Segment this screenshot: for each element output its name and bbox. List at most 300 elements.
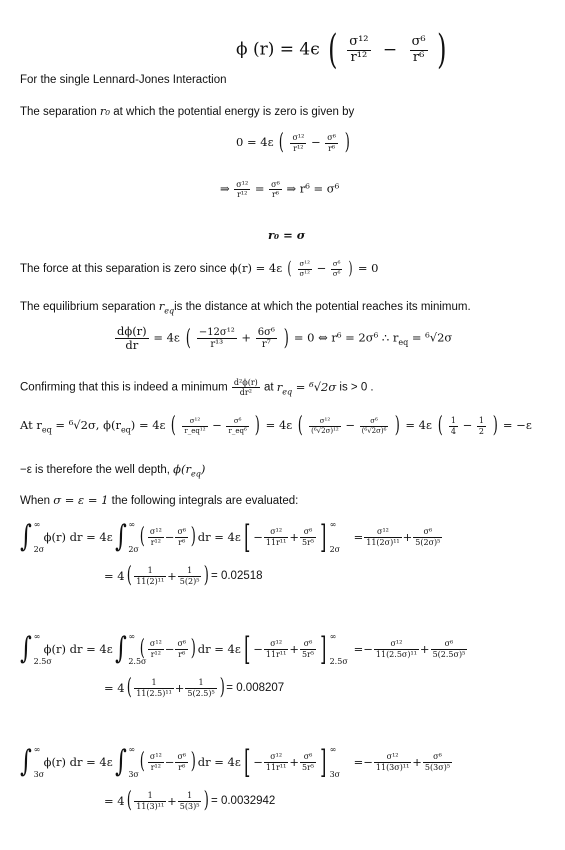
- fraction: [148, 527, 164, 546]
- req-subscript: eq: [164, 306, 175, 316]
- denominator: 11r¹¹: [265, 537, 287, 547]
- power: ⁵: [211, 688, 215, 698]
- numerator: σ⁶: [327, 133, 336, 143]
- numerator: σ⁶: [413, 527, 442, 537]
- right-paren: ): [437, 27, 447, 73]
- power: ⁵: [446, 762, 451, 772]
- denominator: 2: [478, 426, 484, 436]
- text-part: the following integrals are evaluated:: [108, 495, 299, 507]
- when-text: [20, 493, 298, 507]
- bracket-limits: [330, 520, 354, 554]
- implies-tail: ⇒ r⁶ = σ⁶: [286, 181, 340, 196]
- fraction: [134, 566, 166, 585]
- fraction: [175, 639, 188, 658]
- numerator: 1: [185, 678, 216, 688]
- implies-equation: [220, 180, 339, 199]
- numerator: 1: [478, 416, 484, 426]
- numerator: σ⁶: [431, 639, 468, 649]
- result-value: = 0.02518: [211, 570, 263, 582]
- denominator: (⁶√2σ)⁶: [361, 426, 387, 435]
- base: (2.5σ): [437, 649, 463, 659]
- numerator: σ¹²: [236, 180, 249, 189]
- integral-sign: ∫: [114, 519, 127, 554]
- integral-line: [18, 632, 468, 666]
- denominator: 5r⁵: [301, 649, 315, 659]
- base: (3σ): [386, 762, 403, 772]
- eq-part: At r: [20, 418, 42, 432]
- equals-sign: =: [353, 755, 364, 769]
- second-derivative: [232, 378, 260, 397]
- denominator: (⁶√2σ)¹²: [311, 426, 339, 435]
- numerator: σ⁶: [423, 752, 452, 762]
- integral-limits: [34, 520, 44, 554]
- left-bracket: [: [243, 743, 251, 781]
- numerator: 6σ⁶: [257, 326, 275, 338]
- denominator: r⁶: [271, 190, 279, 200]
- well-depth-text: [20, 462, 205, 478]
- text-part: at: [263, 381, 277, 394]
- right-bracket: ]: [320, 743, 327, 781]
- denominator: [364, 538, 401, 547]
- upper-limit: ∞: [33, 520, 41, 529]
- plus-sign: +: [419, 642, 430, 656]
- integral-limits: [34, 745, 44, 779]
- minus-sign: −: [316, 261, 327, 275]
- integral-sign: ∫: [19, 631, 32, 666]
- eq-part: = ⁶√2σ: [292, 379, 337, 394]
- coef: 11: [136, 801, 147, 811]
- numerator: σ⁶: [300, 639, 316, 649]
- subscript: eq: [190, 469, 201, 479]
- denominator: σ⁶: [332, 269, 341, 278]
- upper-limit: ∞: [329, 520, 337, 529]
- base: (2): [146, 576, 158, 586]
- denominator: [374, 650, 419, 659]
- base: (3σ): [430, 762, 447, 772]
- numerator: σ¹²: [309, 417, 341, 426]
- numerator: σ¹²: [374, 752, 411, 762]
- minus-sign: −: [164, 642, 175, 656]
- numerator: σ⁶: [177, 527, 187, 537]
- denominator: r⁶: [412, 49, 425, 65]
- plus-sign: +: [167, 794, 177, 808]
- fraction: [309, 417, 341, 434]
- eq-part: = 4: [104, 794, 125, 808]
- minus-sign: −: [462, 418, 473, 432]
- fraction: [413, 527, 442, 546]
- confirm-text: [20, 378, 374, 397]
- numerator: 1: [134, 678, 174, 688]
- minus-sign: −: [212, 418, 222, 432]
- denominator: dr²: [239, 388, 252, 398]
- upper-limit: ∞: [128, 632, 135, 641]
- power: ¹¹: [157, 576, 165, 586]
- fraction: [477, 416, 486, 435]
- integral-sign: ∫: [19, 744, 32, 779]
- right-paren: ): [255, 413, 261, 438]
- lower-limit: 3σ: [329, 770, 341, 779]
- fraction: [185, 678, 216, 697]
- denominator: dr: [125, 338, 139, 353]
- upper-limit: ∞: [329, 632, 337, 641]
- numerator: σ⁶: [271, 180, 280, 189]
- lower-limit: 2.5σ: [33, 657, 52, 666]
- numerator: 1: [178, 791, 202, 801]
- right-paren: ): [492, 413, 498, 438]
- req-symbol: r: [158, 299, 165, 313]
- right-paren: ): [190, 524, 196, 549]
- numerator: σ¹²: [374, 639, 419, 649]
- integral-limits: [128, 745, 138, 779]
- minus-sign: −: [382, 39, 398, 60]
- text-part: is > 0 .: [339, 381, 374, 394]
- minus-sign: −: [164, 530, 175, 544]
- power: ¹¹: [157, 801, 165, 811]
- subscript: eq: [398, 338, 409, 348]
- fraction: [197, 327, 237, 351]
- right-paren: ): [344, 130, 350, 155]
- power: ⁵: [462, 649, 466, 659]
- eq-part: = ⁶√2σ, ϕ(r: [51, 418, 121, 432]
- denominator: [423, 763, 452, 772]
- text-part: When: [20, 495, 54, 507]
- denominator: r⁶: [178, 762, 186, 772]
- coef: 11: [375, 762, 387, 772]
- fraction-sigma6-r6: [410, 35, 428, 66]
- fraction: [331, 260, 343, 277]
- coef: 11: [366, 537, 377, 547]
- minus-sign: −: [363, 642, 373, 656]
- eq-part: = 4ε: [265, 418, 293, 432]
- numerator: σ⁶: [300, 752, 316, 762]
- numerator: σ¹²: [364, 527, 401, 537]
- denominator: r¹²: [350, 49, 368, 65]
- upper-limit: ∞: [128, 520, 135, 529]
- eq-part: = 0: [357, 261, 379, 275]
- fraction: [269, 180, 282, 199]
- power: ¹¹: [402, 762, 410, 772]
- minus-sign: −: [164, 755, 175, 769]
- numerator: σ¹²: [264, 527, 288, 537]
- power: ⁵: [196, 801, 200, 811]
- plus-sign: +: [289, 642, 299, 656]
- minus-sign: −: [345, 418, 356, 432]
- denominator: [134, 577, 166, 586]
- denominator: 11r¹¹: [265, 762, 287, 772]
- integral-limits: [33, 632, 52, 666]
- eq-part: = 4: [104, 681, 125, 695]
- base: (2): [184, 576, 197, 586]
- text-part: Confirming that this is indeed a minimum: [20, 381, 231, 394]
- eq-part: dr = 4ε: [197, 642, 241, 656]
- fraction: [234, 180, 250, 199]
- req-symbol: r: [276, 379, 283, 394]
- fraction: [300, 527, 316, 546]
- lower-limit: 2.5σ: [128, 657, 147, 666]
- left-paren: (: [170, 413, 177, 438]
- fraction: [175, 527, 188, 546]
- minus-sign: −: [253, 642, 263, 656]
- left-paren: (: [126, 675, 132, 700]
- power: ⁵: [196, 576, 200, 586]
- denominator: r⁶: [178, 537, 186, 547]
- plus-sign: +: [167, 569, 177, 583]
- lower-limit: 3σ: [128, 770, 139, 779]
- denominator: 4: [450, 426, 456, 436]
- coef: 11: [136, 576, 147, 586]
- fraction: [256, 327, 277, 351]
- left-paren: (: [328, 27, 338, 73]
- separation-text: [20, 104, 354, 118]
- numerator: σ⁶: [226, 417, 248, 426]
- denominator: [178, 577, 202, 586]
- right-bracket: ]: [320, 518, 327, 556]
- left-paren: (: [140, 636, 146, 661]
- base: (2.5): [192, 688, 212, 698]
- fraction-sigma12-r12: [347, 35, 370, 66]
- text-part: The force at this separation is zero since: [20, 263, 230, 275]
- lower-limit: 2σ: [329, 545, 341, 554]
- integral-result: [104, 790, 275, 812]
- left-bracket: [: [243, 518, 251, 556]
- numerator: σ¹²: [292, 133, 305, 143]
- base: (3): [146, 801, 158, 811]
- fraction: [148, 752, 164, 771]
- force-text: [20, 260, 378, 278]
- eq-part: = 4ε: [405, 418, 432, 432]
- denominator: 5r⁵: [301, 537, 315, 547]
- equilibrium-text: [20, 299, 471, 315]
- numerator: σ⁶: [332, 260, 341, 269]
- plus-sign: +: [174, 681, 185, 695]
- coef: 5: [415, 537, 421, 547]
- denominator: [134, 802, 166, 811]
- right-paren: ): [190, 636, 196, 661]
- numerator: σ¹²: [264, 752, 288, 762]
- plus-sign: +: [241, 330, 252, 345]
- coef: 5: [179, 576, 185, 586]
- fraction: [115, 325, 149, 352]
- base: (2.5σ): [386, 649, 411, 659]
- denominator: r¹²: [150, 649, 161, 659]
- integral-limits: [128, 632, 147, 666]
- left-paren: (: [126, 563, 132, 588]
- eq-part: = 0 ⇔ r⁶ = 2σ⁶ ∴ r: [293, 330, 399, 345]
- minus-sign: −: [253, 755, 263, 769]
- left-paren: (: [185, 325, 191, 351]
- fraction: [374, 752, 411, 771]
- numerator: σ⁶: [360, 417, 389, 426]
- eq-part: = ⁶√2σ: [408, 330, 453, 345]
- integral-limits: [128, 520, 138, 554]
- eq-part: = 4: [104, 569, 125, 583]
- numerator: σ¹²: [264, 639, 288, 649]
- base: (2σ): [420, 537, 438, 547]
- denominator: r¹²: [237, 190, 248, 200]
- bracket-limits: [330, 745, 354, 779]
- fraction: [264, 752, 288, 771]
- fraction: [300, 752, 316, 771]
- phi-symbol: ϕ(r: [173, 462, 191, 476]
- lower-limit: 2.5σ: [329, 657, 348, 666]
- numerator: 1: [134, 791, 166, 801]
- zero-equation: [236, 132, 351, 154]
- fraction: [374, 639, 419, 658]
- left-paren: (: [140, 749, 146, 774]
- intro-text: For the single Lennard-Jones Interaction: [20, 74, 227, 86]
- denominator: [178, 802, 202, 811]
- coef: 5: [432, 649, 438, 659]
- numerator: 1: [178, 566, 202, 576]
- result-value: = 0.008207: [226, 682, 285, 694]
- base: (2.5): [146, 688, 166, 698]
- equals-sign: =: [254, 181, 265, 196]
- minus-sign: −: [310, 135, 321, 149]
- title-eq-lhs: ϕ (r) = 4ϵ: [236, 39, 320, 60]
- lower-limit: 3σ: [33, 770, 45, 779]
- numerator: σ⁶: [300, 527, 316, 537]
- fraction: [325, 133, 338, 152]
- integral-line: [18, 745, 453, 779]
- integral-sign: ∫: [19, 519, 32, 554]
- denominator: r¹²: [293, 143, 304, 153]
- integral-sign: ∫: [114, 744, 127, 779]
- coef: 5: [187, 688, 193, 698]
- right-paren: ): [283, 325, 289, 351]
- lower-limit: 2σ: [128, 545, 139, 554]
- denominator: [374, 763, 411, 772]
- right-paren: ): [204, 788, 210, 813]
- fraction: [449, 416, 458, 435]
- title-equation: [236, 27, 450, 73]
- equals-sign: =: [353, 530, 364, 544]
- text-part: is the distance at which the potential reaches its minimum.: [174, 301, 471, 313]
- right-paren: ): [348, 258, 353, 279]
- left-bracket: [: [243, 630, 251, 668]
- denominator: r_eq¹²: [184, 426, 206, 435]
- right-paren: ): [190, 749, 196, 774]
- power: ⁵: [437, 537, 441, 547]
- numerator: σ⁶: [177, 639, 187, 649]
- minus-sign: −: [253, 530, 263, 544]
- denominator: 11r¹¹: [265, 649, 287, 659]
- fraction: [360, 417, 389, 434]
- fraction: [264, 639, 288, 658]
- upper-limit: ∞: [329, 745, 337, 754]
- numerator: σ¹²: [349, 33, 369, 49]
- denominator: r¹²: [150, 537, 161, 547]
- eq-part: = 4ε: [153, 330, 180, 345]
- eq-part: dr = 4ε: [197, 530, 241, 544]
- denominator: [185, 689, 216, 698]
- upper-limit: ∞: [128, 745, 135, 754]
- numerator: σ⁶: [411, 33, 426, 49]
- denominator: r¹²: [150, 762, 161, 772]
- numerator: σ¹²: [182, 417, 207, 426]
- denominator: r⁶: [178, 649, 186, 659]
- power: ¹¹: [410, 649, 417, 659]
- bracket-limits: [330, 632, 354, 666]
- eq-lhs: 0 = 4ε: [236, 135, 274, 149]
- denominator: [134, 689, 174, 698]
- coef: 5: [424, 762, 431, 772]
- denominator: r_eq⁶: [228, 426, 247, 435]
- minus-sign: −: [363, 755, 373, 769]
- fraction: [134, 791, 166, 810]
- integral-line: [18, 520, 443, 554]
- numerator: σ¹²: [299, 260, 310, 269]
- subscript: eq: [120, 425, 131, 435]
- subscript: eq: [282, 386, 293, 396]
- close-paren: ): [200, 462, 206, 476]
- integral-result: [104, 565, 263, 587]
- plus-sign: +: [289, 755, 299, 769]
- text-part: The equilibrium separation: [20, 301, 159, 313]
- plus-sign: +: [402, 530, 413, 544]
- denominator: r⁶: [328, 143, 336, 153]
- fraction: [175, 752, 188, 771]
- fraction: [431, 639, 468, 658]
- numerator: d²ϕ(r): [233, 378, 258, 387]
- fraction: [300, 639, 316, 658]
- right-paren: ): [394, 413, 400, 438]
- eq-part: ϕ(r) dr = 4ε: [43, 530, 113, 544]
- at-req-equation: [20, 415, 532, 437]
- fraction: [364, 527, 401, 546]
- eq-part: ) = 4ε: [130, 418, 166, 432]
- fraction: [423, 752, 452, 771]
- eq-part: ϕ(r) = 4ε: [229, 261, 283, 275]
- right-paren: ): [204, 563, 210, 588]
- upper-limit: ∞: [33, 632, 41, 641]
- denominator: 5r⁵: [301, 762, 315, 772]
- integral-sign: ∫: [114, 631, 127, 666]
- numerator: 1: [450, 416, 456, 426]
- eq-part: ϕ(r) dr = 4ε: [43, 755, 113, 769]
- eq-part: ϕ(r) dr = 4ε: [43, 642, 113, 656]
- fraction: [134, 678, 174, 697]
- coef: 11: [136, 688, 147, 698]
- left-paren: (: [126, 788, 132, 813]
- coef: 5: [179, 801, 185, 811]
- upper-limit: ∞: [33, 745, 41, 754]
- denominator: r⁷: [261, 339, 271, 351]
- numerator: σ¹²: [149, 639, 162, 649]
- left-paren: (: [437, 413, 443, 438]
- fraction: [182, 417, 207, 434]
- numerator: σ⁶: [177, 752, 187, 762]
- denominator: r¹³: [210, 339, 224, 351]
- numerator: 1: [134, 566, 166, 576]
- left-paren: (: [140, 524, 146, 549]
- fraction: [178, 566, 202, 585]
- derivative-equation: [114, 325, 452, 352]
- text-part: at which the potential energy is zero is given by: [110, 106, 355, 118]
- left-paren: (: [278, 130, 285, 155]
- req-value: [277, 380, 336, 394]
- text-part: The separation: [20, 106, 100, 118]
- condition: σ = ε = 1: [53, 493, 109, 507]
- result-value: = 0.0032942: [211, 795, 276, 807]
- equals-sign: =: [353, 642, 364, 656]
- denominator: [431, 650, 468, 659]
- denominator: σ¹²: [299, 269, 310, 278]
- base: (3): [184, 801, 197, 811]
- fraction: [148, 639, 164, 658]
- numerator: −12σ¹²: [198, 326, 235, 338]
- fraction: [264, 527, 288, 546]
- fraction: [298, 260, 312, 277]
